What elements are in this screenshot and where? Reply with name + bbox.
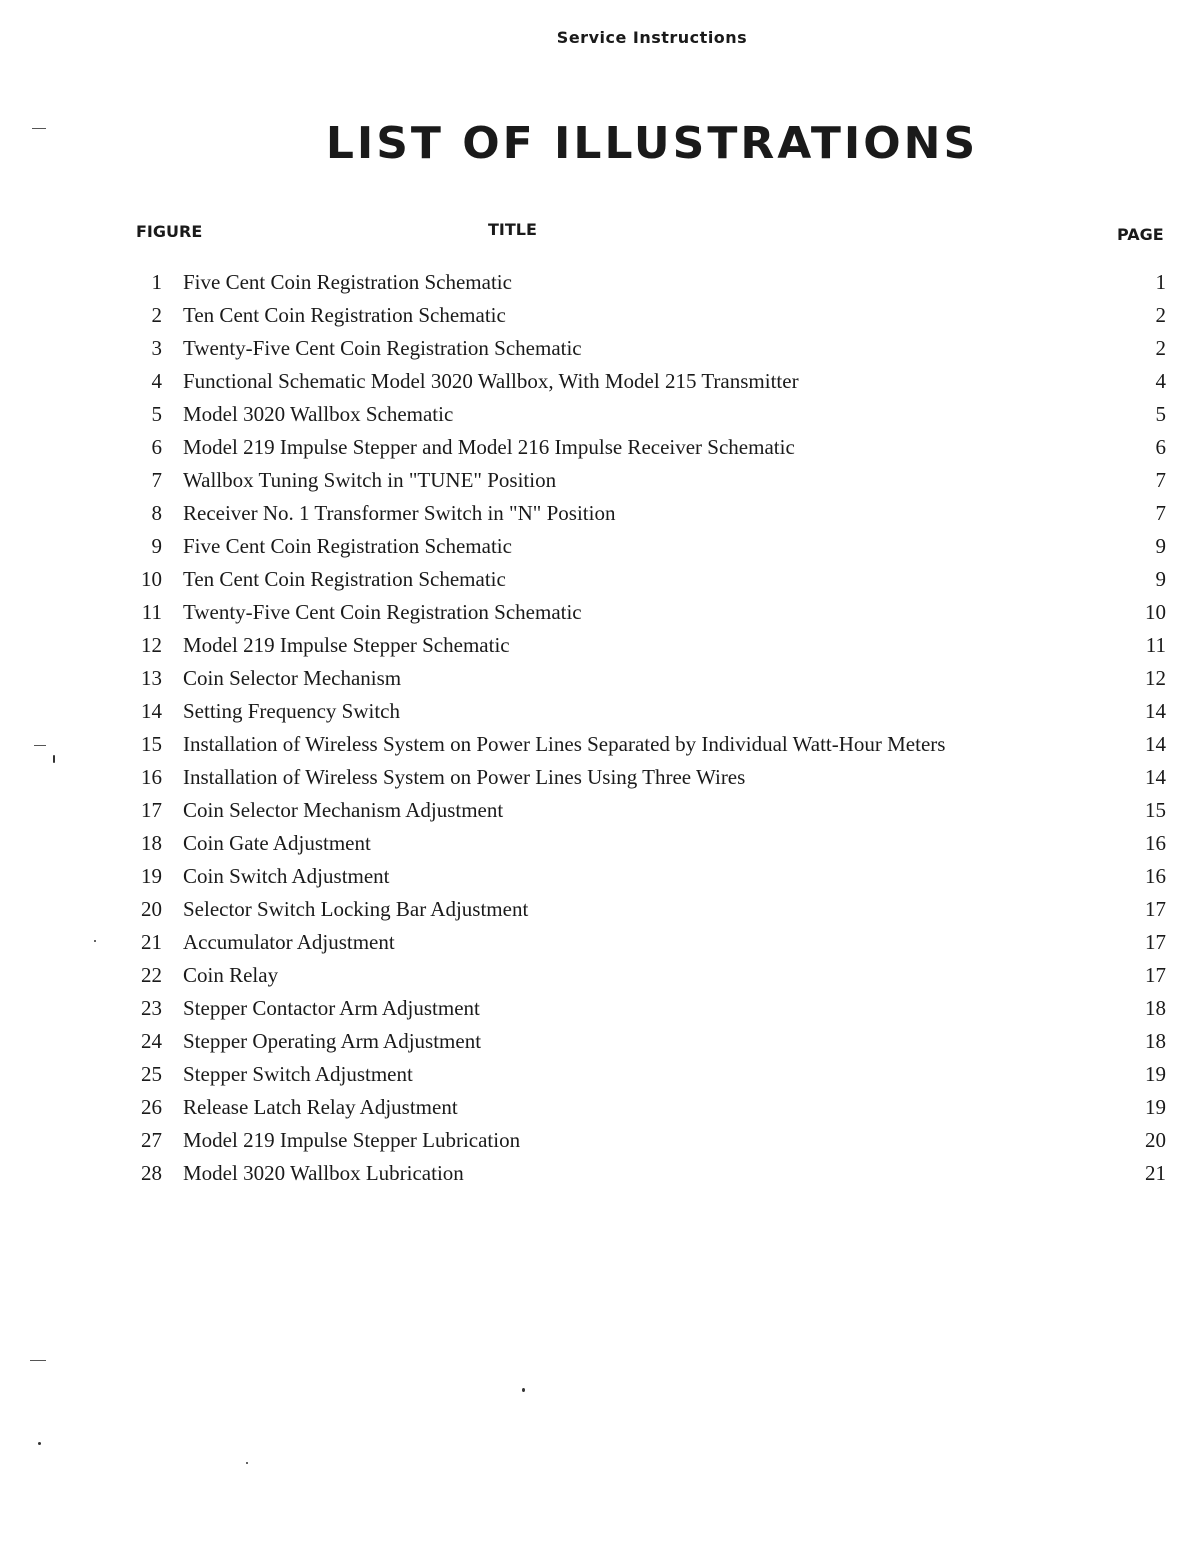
page-number: 14 — [1145, 699, 1166, 723]
page-title: LIST OF ILLUSTRATIONS — [325, 118, 979, 169]
figure-title: Coin Gate Adjustment — [183, 831, 379, 855]
page-number: 2 — [1155, 303, 1166, 327]
page-number: 2 — [1155, 336, 1166, 360]
figure-title: Setting Frequency Switch — [183, 699, 408, 723]
figure-title: Twenty-Five Cent Coin Registration Schematic — [183, 336, 590, 360]
figure-title: Selector Switch Locking Bar Adjustment — [183, 897, 536, 921]
figure-title: Coin Selector Mechanism — [183, 666, 409, 690]
figure-title: Release Latch Relay Adjustment — [183, 1095, 466, 1119]
page-number: 4 — [1155, 369, 1166, 393]
scan-speck — [38, 1442, 41, 1445]
running-head: Service Instructions — [556, 28, 748, 47]
list-item — [0, 827, 1194, 859]
figure-number: 28 — [141, 1161, 162, 1185]
list-item — [0, 563, 1194, 595]
page-number: 12 — [1145, 666, 1166, 690]
figure-title: Ten Cent Coin Registration Schematic — [183, 303, 514, 327]
figure-title: Stepper Operating Arm Adjustment — [183, 1029, 489, 1053]
figure-title: Functional Schematic Model 3020 Wallbox, With Model 215 Transmitter — [183, 369, 807, 393]
page-number: 5 — [1155, 402, 1166, 426]
figure-number: 15 — [141, 732, 162, 756]
page-number: 16 — [1145, 831, 1166, 855]
figure-number: 7 — [151, 468, 162, 492]
page-number: 9 — [1155, 534, 1166, 558]
page-number: 18 — [1145, 996, 1166, 1020]
page-number: 19 — [1145, 1062, 1166, 1086]
page-number: 19 — [1145, 1095, 1166, 1119]
scan-mark — [32, 128, 46, 129]
figure-title: Installation of Wireless System on Power Lines Using Three Wires — [183, 765, 753, 789]
figure-number: 13 — [141, 666, 162, 690]
scan-speck — [246, 1462, 248, 1464]
figure-title: Ten Cent Coin Registration Schematic — [183, 567, 514, 591]
list-item — [0, 1025, 1194, 1057]
page-number: 15 — [1145, 798, 1166, 822]
figure-title: Five Cent Coin Registration Schematic — [183, 534, 520, 558]
list-item — [0, 926, 1194, 958]
figure-title: Coin Selector Mechanism Adjustment — [183, 798, 511, 822]
list-item — [0, 299, 1194, 331]
figure-number: 25 — [141, 1062, 162, 1086]
figure-number: 20 — [141, 897, 162, 921]
scan-speck — [522, 1388, 525, 1392]
list-item — [0, 1157, 1194, 1189]
page-number: 7 — [1155, 468, 1166, 492]
figure-title: Model 219 Impulse Stepper Lubrication — [183, 1128, 528, 1152]
figure-number: 1 — [151, 270, 162, 294]
list-item — [0, 728, 1194, 760]
figure-number: 11 — [141, 600, 162, 624]
list-item — [0, 662, 1194, 694]
list-item — [0, 761, 1194, 793]
figure-number: 21 — [141, 930, 162, 954]
figure-number: 10 — [141, 567, 162, 591]
page-number: 17 — [1145, 963, 1166, 987]
figure-number: 12 — [141, 633, 162, 657]
list-item — [0, 398, 1194, 430]
figure-number: 2 — [151, 303, 162, 327]
list-item — [0, 629, 1194, 661]
figure-title: Wallbox Tuning Switch in "TUNE" Position — [183, 468, 564, 492]
page-number: 6 — [1155, 435, 1166, 459]
figure-title: Stepper Contactor Arm Adjustment — [183, 996, 488, 1020]
figure-number: 17 — [141, 798, 162, 822]
figure-title: Five Cent Coin Registration Schematic — [183, 270, 520, 294]
scan-mark — [30, 1360, 46, 1361]
page-number: 10 — [1145, 600, 1166, 624]
page-number: 9 — [1155, 567, 1166, 591]
figure-title: Accumulator Adjustment — [183, 930, 403, 954]
list-item — [0, 992, 1194, 1024]
figure-number: 19 — [141, 864, 162, 888]
page-number: 14 — [1145, 732, 1166, 756]
figure-title: Receiver No. 1 Transformer Switch in "N" Position — [183, 501, 623, 525]
figure-title: Twenty-Five Cent Coin Registration Schematic — [183, 600, 590, 624]
figure-number: 26 — [141, 1095, 162, 1119]
figure-number: 4 — [151, 369, 162, 393]
list-item — [0, 860, 1194, 892]
column-header-figure: FIGURE — [136, 222, 203, 241]
scan-speck — [94, 940, 96, 942]
figure-number: 23 — [141, 996, 162, 1020]
list-item — [0, 497, 1194, 529]
figure-number: 27 — [141, 1128, 162, 1152]
figure-title: Model 219 Impulse Stepper and Model 216 Impulse Receiver Schematic — [183, 435, 803, 459]
page-number: 17 — [1145, 897, 1166, 921]
figure-number: 6 — [151, 435, 162, 459]
figure-title: Model 219 Impulse Stepper Schematic — [183, 633, 518, 657]
list-item — [0, 464, 1194, 496]
list-item — [0, 596, 1194, 628]
page-number: 17 — [1145, 930, 1166, 954]
figure-number: 16 — [141, 765, 162, 789]
page-number: 21 — [1145, 1161, 1166, 1185]
page-number: 18 — [1145, 1029, 1166, 1053]
figure-number: 24 — [141, 1029, 162, 1053]
figure-number: 22 — [141, 963, 162, 987]
list-item — [0, 266, 1194, 298]
scan-mark — [34, 745, 46, 746]
list-item — [0, 1124, 1194, 1156]
figure-title: Coin Relay — [183, 963, 286, 987]
list-item — [0, 1058, 1194, 1090]
figure-title: Installation of Wireless System on Power Lines Separated by Individual Watt-Hour Meters — [183, 732, 953, 756]
figure-number: 5 — [151, 402, 162, 426]
scan-speck — [53, 755, 55, 763]
figure-title: Stepper Switch Adjustment — [183, 1062, 421, 1086]
figure-title: Model 3020 Wallbox Lubrication — [183, 1161, 472, 1185]
page-number: 1 — [1155, 270, 1166, 294]
figure-number: 8 — [151, 501, 162, 525]
page-number: 16 — [1145, 864, 1166, 888]
list-item — [0, 365, 1194, 397]
column-header-page: PAGE — [1117, 225, 1164, 244]
column-header-title: TITLE — [488, 220, 537, 239]
page-number: 14 — [1145, 765, 1166, 789]
list-item — [0, 794, 1194, 826]
list-item — [0, 959, 1194, 991]
figure-number: 3 — [151, 336, 162, 360]
figure-number: 18 — [141, 831, 162, 855]
list-item — [0, 332, 1194, 364]
figure-number: 9 — [151, 534, 162, 558]
page-number: 11 — [1145, 633, 1166, 657]
list-item — [0, 1091, 1194, 1123]
figure-number: 14 — [141, 699, 162, 723]
list-item — [0, 530, 1194, 562]
list-item — [0, 695, 1194, 727]
list-item — [0, 431, 1194, 463]
page-number: 20 — [1145, 1128, 1166, 1152]
page-number: 7 — [1155, 501, 1166, 525]
figure-title: Model 3020 Wallbox Schematic — [183, 402, 461, 426]
figure-title: Coin Switch Adjustment — [183, 864, 398, 888]
list-item — [0, 893, 1194, 925]
